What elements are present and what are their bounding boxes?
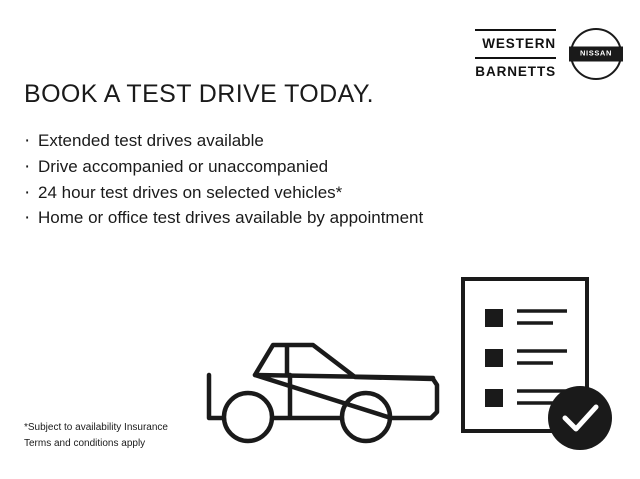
- nissan-logo-text: NISSAN: [580, 48, 612, 58]
- list-item: · Extended test drives available: [24, 128, 423, 154]
- footnote-line1: *Subject to availability Insurance: [24, 422, 168, 433]
- list-item: · Drive accompanied or unaccompanied: [24, 154, 423, 180]
- feature-list: [24, 128, 423, 231]
- nissan-logo-bar: [569, 46, 623, 61]
- list-item: · 24 hour test drives on selected vehicles*: [24, 180, 423, 206]
- dealer-name-line2: BARNETTS: [475, 63, 556, 79]
- brand-lockup: [475, 26, 622, 81]
- list-item: · Home or office test drives available by appointment: [24, 205, 423, 231]
- dealer-name: [475, 26, 556, 81]
- footnote-line2: Terms and conditions apply: [24, 437, 146, 449]
- illustration: [195, 265, 615, 455]
- dealer-name-line1: WESTERN: [482, 36, 556, 51]
- car-icon: [209, 345, 437, 441]
- page-title: BOOK A TEST DRIVE TODAY.: [24, 80, 375, 108]
- dealer-name-middle-rule: [475, 57, 556, 59]
- check-badge-icon: [548, 386, 612, 450]
- dealer-name-top-rule: [475, 29, 556, 31]
- nissan-logo: [570, 28, 622, 80]
- footnote: [24, 420, 168, 451]
